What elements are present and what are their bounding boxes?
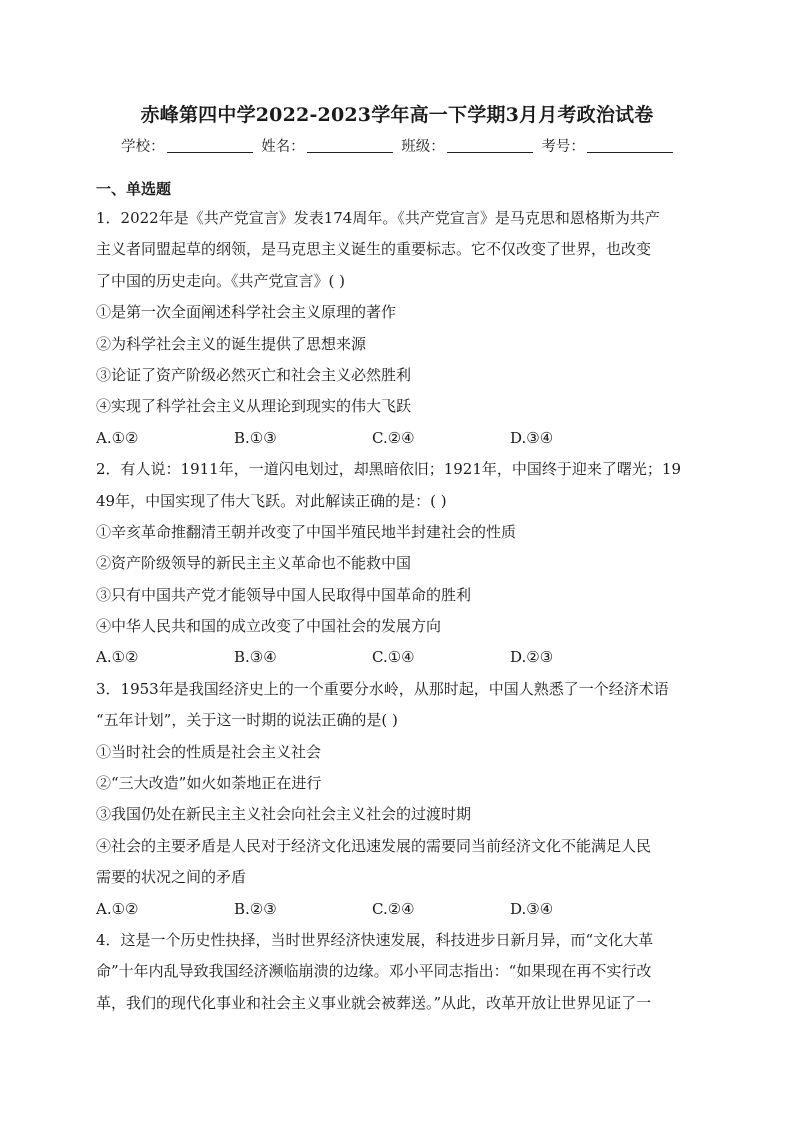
question-3 bbox=[96, 674, 698, 925]
question-stem-line: 1．2022年是《共产党宣言》发表174周年。《共产党宣言》是马克思和恩格斯为共产 bbox=[96, 209, 660, 227]
class-label: 班级： bbox=[401, 139, 445, 155]
exam-title: 赤峰第四中学2022-2023学年高一下学期3月月考政治试卷 bbox=[140, 104, 654, 126]
exam-number-field bbox=[541, 135, 673, 156]
statement-option: ③我国仍处在新民主主义社会向社会主义社会的过渡时期 bbox=[96, 805, 472, 824]
choice-b[interactable]: B.③④ bbox=[234, 648, 277, 667]
choice-d[interactable]: D.③④ bbox=[510, 428, 554, 447]
exam-number-blank[interactable] bbox=[587, 138, 673, 153]
question-stem-line: 3．1953年是我国经济史上的一个重要分水岭，从那时起，中国人熟悉了一个经济术语 bbox=[96, 679, 669, 698]
choice-c[interactable]: C.②④ bbox=[372, 899, 415, 918]
class-field bbox=[401, 135, 533, 156]
student-info-row bbox=[0, 135, 794, 156]
question-stem-line: 命”十年内乱导致我国经济濒临崩溃的边缘。邓小平同志指出：“如果现在再不实行改 bbox=[96, 962, 652, 981]
choice-c[interactable]: C.②④ bbox=[372, 428, 415, 447]
statement-option: ①当时社会的性质是社会主义社会 bbox=[96, 742, 322, 761]
statement-option: ②为科学社会主义的诞生提供了思想来源 bbox=[96, 334, 367, 353]
question-2 bbox=[96, 454, 698, 674]
statement-option: ③论证了资产阶级必然灭亡和社会主义必然胜利 bbox=[96, 365, 412, 384]
statement-option: ①是第一次全面阐述科学社会主义原理的著作 bbox=[96, 303, 397, 322]
choice-b[interactable]: B.②③ bbox=[234, 899, 277, 918]
name-field bbox=[261, 135, 393, 156]
question-stem-line: 2．有人说：1911年，一道闪电划过，却黑暗依旧；1921年，中国终于迎来了曙光；19 bbox=[96, 460, 681, 479]
statement-option-continued: 需要的状况之间的矛盾 bbox=[96, 868, 247, 887]
question-stem-line: 49年，中国实现了伟大飞跃。对此解读正确的是：( ) bbox=[96, 491, 447, 510]
answer-choices bbox=[96, 642, 698, 673]
question-stem-line: 4．这是一个历史性抉择，当时世界经济快速发展，科技进步日新月异，而“文化大革 bbox=[96, 930, 654, 949]
school-field bbox=[121, 135, 253, 156]
question-1 bbox=[96, 203, 698, 454]
choice-a[interactable]: A.①② bbox=[96, 428, 139, 447]
choice-d[interactable]: D.③④ bbox=[510, 899, 554, 918]
choice-c[interactable]: C.①④ bbox=[372, 648, 415, 667]
statement-option: ③只有中国共产党才能领导中国人民取得中国革命的胜利 bbox=[96, 585, 472, 604]
question-stem-line: “五年计划”，关于这一时期的说法正确的是( ) bbox=[96, 711, 398, 730]
question-stem-line: 革，我们的现代化事业和社会主义事业就会被葬送。”从此，改革开放让世界见证了一 bbox=[96, 993, 652, 1012]
school-label: 学校： bbox=[121, 139, 165, 155]
choice-a[interactable]: A.①② bbox=[96, 648, 139, 667]
school-blank[interactable] bbox=[167, 138, 253, 153]
statement-option: ④实现了科学社会主义从理论到现实的伟大飞跃 bbox=[96, 397, 412, 416]
statement-option: ④社会的主要矛盾是人民对于经济文化迅速发展的需要同当前经济文化不能满足人民 bbox=[96, 836, 652, 855]
choice-d[interactable]: D.②③ bbox=[510, 648, 554, 667]
name-blank[interactable] bbox=[307, 138, 393, 153]
statement-option: ①辛亥革命推翻清王朝并改变了中国半殖民地半封建社会的性质 bbox=[96, 522, 517, 541]
answer-choices bbox=[96, 423, 698, 454]
class-blank[interactable] bbox=[447, 138, 533, 153]
statement-option: ②“三大改造”如火如荼地正在进行 bbox=[96, 774, 322, 793]
question-4 bbox=[96, 925, 698, 1019]
name-label: 姓名： bbox=[261, 139, 305, 155]
question-stem-line: 了中国的历史走向。《共产党宣言》( ) bbox=[96, 271, 345, 290]
answer-choices bbox=[96, 894, 698, 925]
exam-number-label: 考号： bbox=[541, 139, 585, 155]
choice-a[interactable]: A.①② bbox=[96, 899, 139, 918]
section-title: 一、单选题 bbox=[96, 180, 172, 198]
statement-option: ④中华人民共和国的成立改变了中国社会的发展方向 bbox=[96, 617, 442, 636]
question-list bbox=[96, 203, 698, 1019]
choice-b[interactable]: B.①③ bbox=[234, 428, 277, 447]
question-stem-line: 主义者同盟起草的纲领，是马克思主义诞生的重要标志。它不仅改变了世界，也改变 bbox=[96, 240, 652, 259]
statement-option: ②资产阶级领导的新民主主义革命也不能救中国 bbox=[96, 554, 412, 573]
